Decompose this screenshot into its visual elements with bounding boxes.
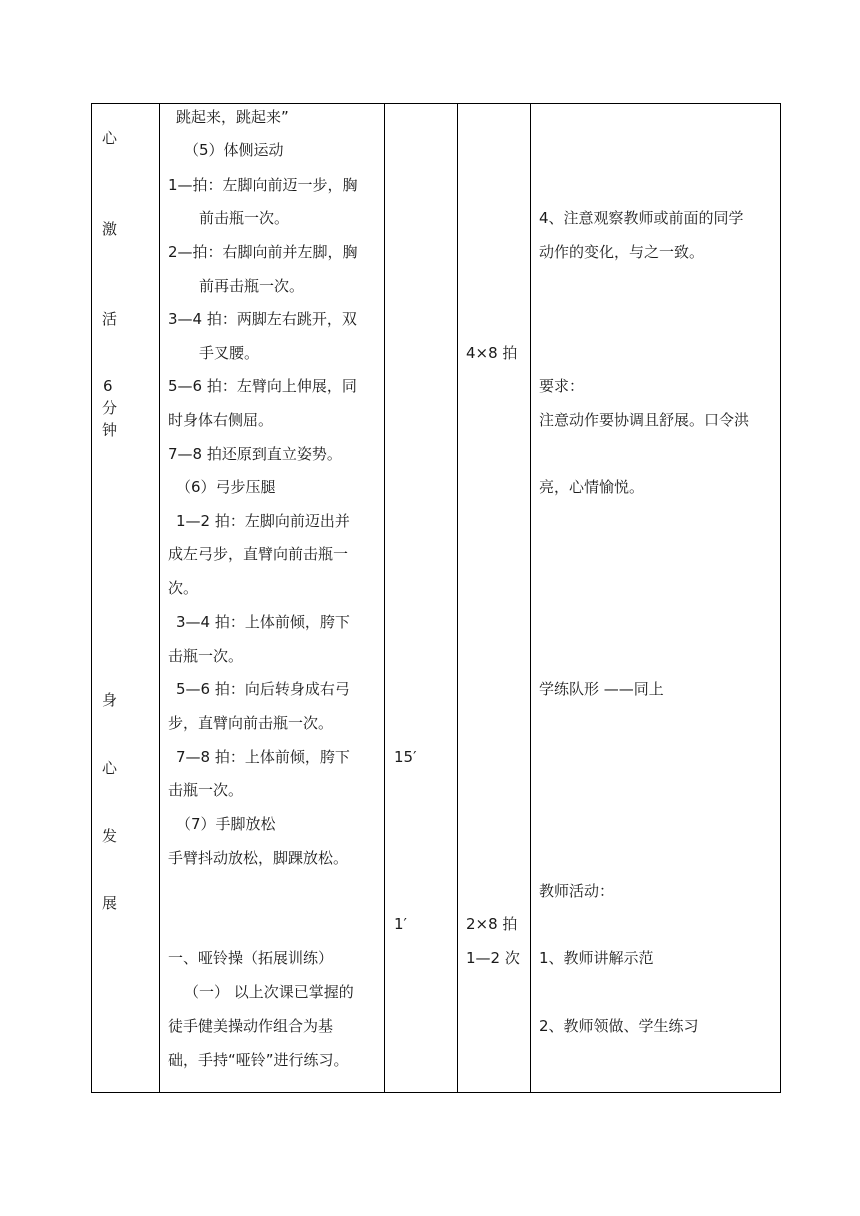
table-border-right bbox=[780, 103, 781, 1093]
note-line: 动作的变化，与之一致。 bbox=[539, 243, 705, 261]
note-line: 要求： bbox=[539, 377, 585, 395]
content-line: 时身体右侧屈。 bbox=[168, 411, 274, 429]
rep-value-2: 2×8 拍 bbox=[466, 915, 518, 933]
content-line: 击瓶一次。 bbox=[168, 781, 244, 799]
content-line: 一、哑铃操（拓展训练） bbox=[168, 949, 334, 967]
note-line: 2、教师领做、学生练习 bbox=[539, 1017, 699, 1035]
time-value-2: 1′ bbox=[394, 915, 407, 933]
note-line: 教师活动： bbox=[539, 882, 615, 900]
table-border-top bbox=[91, 103, 781, 104]
content-line: （7）手脚放松 bbox=[176, 815, 276, 833]
note-line: 4、注意观察教师或前面的同学 bbox=[539, 209, 744, 227]
stage1-char-1: 心 bbox=[102, 129, 118, 147]
rep-value-1: 4×8 拍 bbox=[466, 344, 518, 362]
content-line: 前再击瓶一次。 bbox=[199, 277, 305, 295]
content-line: 前击瓶一次。 bbox=[199, 209, 290, 227]
content-line: 7—8 拍：上体前倾，胯下 bbox=[176, 748, 350, 766]
duration-number: 6 bbox=[103, 377, 113, 395]
content-line: 5—6 拍：左臂向上伸展，同 bbox=[168, 377, 357, 395]
note-line: 注意动作要协调且舒展。口令洪 bbox=[539, 411, 750, 429]
content-line: （一） 以上次课已掌握的 bbox=[184, 983, 354, 1001]
content-line: （6）弓步压腿 bbox=[176, 478, 276, 496]
column-divider-2 bbox=[384, 103, 385, 1093]
content-line: 3—4 拍：上体前倾，胯下 bbox=[176, 613, 350, 631]
table-border-left bbox=[91, 103, 92, 1093]
note-line: 1、教师讲解示范 bbox=[539, 949, 654, 967]
content-line: 步，直臂向前击瓶一次。 bbox=[168, 714, 334, 732]
content-line: 5—6 拍：向后转身成右弓 bbox=[176, 680, 350, 698]
note-line: 亮，心情愉悦。 bbox=[539, 478, 645, 496]
column-divider-1 bbox=[159, 103, 160, 1093]
content-line: 击瓶一次。 bbox=[168, 647, 244, 665]
duration-unit-2: 钟 bbox=[102, 421, 118, 439]
content-line: 跳起来，跳起来” bbox=[176, 108, 289, 126]
duration-unit-1: 分 bbox=[102, 399, 118, 417]
stage2-char-1: 身 bbox=[102, 691, 118, 709]
note-line: 学练队形 ——同上 bbox=[539, 680, 664, 698]
column-divider-4 bbox=[530, 103, 531, 1093]
content-line: 3—4 拍：两脚左右跳开，双 bbox=[168, 310, 357, 328]
stage1-char-3: 活 bbox=[102, 310, 118, 328]
content-line: 次。 bbox=[168, 579, 199, 597]
stage2-char-4: 展 bbox=[102, 894, 118, 912]
content-line: 1—拍：左脚向前迈一步，胸 bbox=[168, 176, 358, 194]
content-line: 7—8 拍还原到直立姿势。 bbox=[168, 445, 342, 463]
rep-value-3: 1—2 次 bbox=[466, 949, 520, 967]
content-line: 础，手持“哑铃”进行练习。 bbox=[168, 1051, 349, 1069]
content-line: （5）体侧运动 bbox=[184, 141, 284, 159]
stage2-char-3: 发 bbox=[102, 827, 118, 845]
stage1-char-2: 激 bbox=[102, 220, 118, 238]
content-line: 2—拍：右脚向前并左脚，胸 bbox=[168, 243, 358, 261]
table-border-bottom bbox=[91, 1092, 781, 1093]
time-value-1: 15′ bbox=[394, 748, 417, 766]
content-line: 手叉腰。 bbox=[199, 344, 260, 362]
content-line: 徒手健美操动作组合为基 bbox=[168, 1017, 334, 1035]
stage2-char-2: 心 bbox=[102, 759, 118, 777]
content-line: 1—2 拍：左脚向前迈出并 bbox=[176, 512, 350, 530]
column-divider-3 bbox=[457, 103, 458, 1093]
content-line: 手臂抖动放松，脚踝放松。 bbox=[168, 849, 349, 867]
content-line: 成左弓步，直臂向前击瓶一 bbox=[168, 545, 349, 563]
